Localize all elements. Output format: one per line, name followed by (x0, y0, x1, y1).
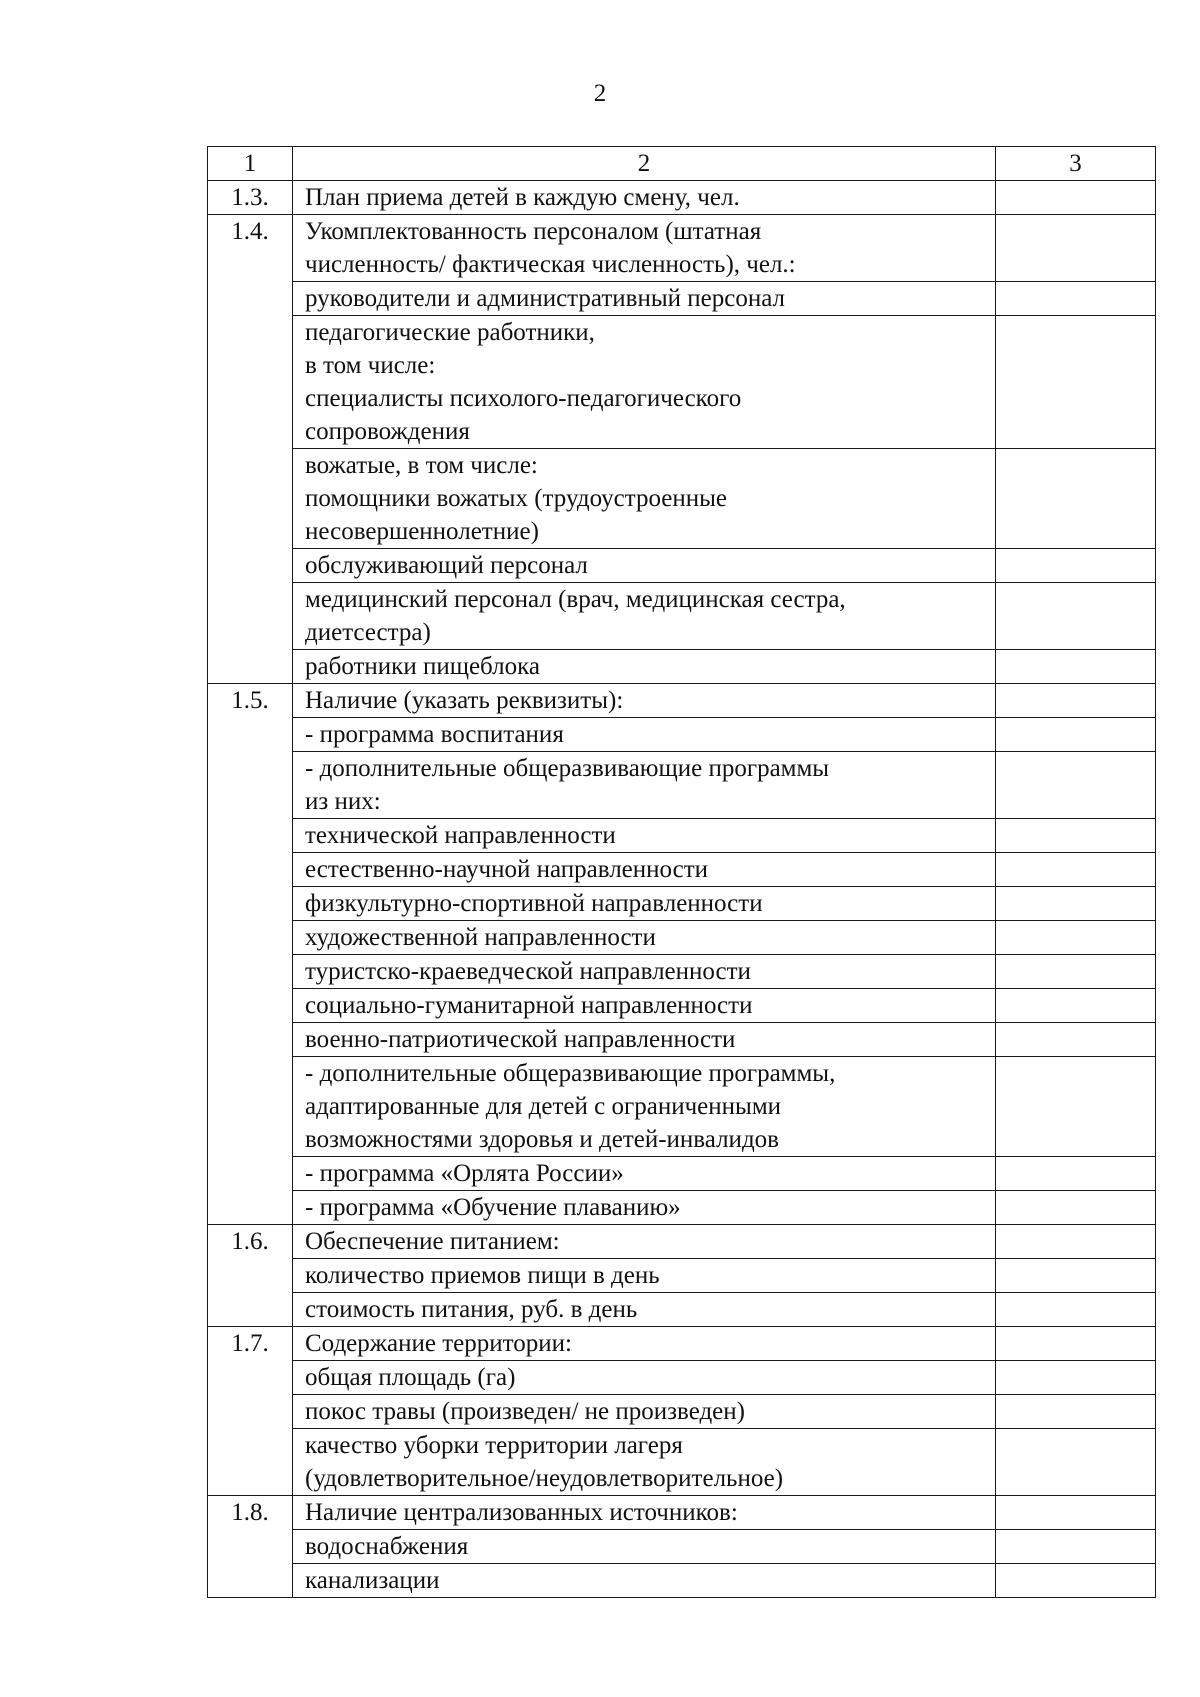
table-row (208, 1564, 1156, 1598)
table-row (208, 316, 1156, 449)
row-label: технической направленности (293, 819, 996, 853)
value-cell (996, 684, 1156, 718)
table-row (208, 1327, 1156, 1361)
header-col-3: 3 (996, 147, 1156, 181)
table-row (208, 1496, 1156, 1530)
section-number: 1.3. (208, 181, 293, 215)
row-label: качество уборки территории лагеря (удовлетворительное/неудовлетворительное) (293, 1429, 996, 1496)
value-cell (996, 1361, 1156, 1395)
table-row (208, 1225, 1156, 1259)
value-cell (996, 887, 1156, 921)
table-row (208, 583, 1156, 650)
value-cell (996, 1564, 1156, 1598)
table-row (208, 215, 1156, 282)
row-label: План приема детей в каждую смену, чел. (293, 181, 996, 215)
table-row (208, 1429, 1156, 1496)
value-cell (996, 1057, 1156, 1157)
section-number: 1.6. (208, 1225, 293, 1327)
header-col-2: 2 (293, 147, 996, 181)
table-row (208, 1157, 1156, 1191)
table-row (208, 449, 1156, 549)
value-cell (996, 853, 1156, 887)
value-cell (996, 1225, 1156, 1259)
value-cell (996, 549, 1156, 583)
table-row (208, 1191, 1156, 1225)
table-body (208, 147, 1156, 1598)
value-cell (996, 1293, 1156, 1327)
table-row (208, 549, 1156, 583)
table-row (208, 1530, 1156, 1564)
row-label: канализации (293, 1564, 996, 1598)
table-row (208, 921, 1156, 955)
value-cell (996, 718, 1156, 752)
row-label: военно-патриотической направленности (293, 1023, 996, 1057)
table-row (208, 1293, 1156, 1327)
row-label: естественно-научной направленности (293, 853, 996, 887)
row-label: физкультурно-спортивной направленности (293, 887, 996, 921)
table-row (208, 887, 1156, 921)
row-label: - программа «Обучение плаванию» (293, 1191, 996, 1225)
table-row (208, 819, 1156, 853)
value-cell (996, 583, 1156, 650)
value-cell (996, 282, 1156, 316)
value-cell (996, 1327, 1156, 1361)
value-cell (996, 921, 1156, 955)
row-label: вожатые, в том числе: помощники вожатых (трудоустроенные несовершеннолетние) (293, 449, 996, 549)
value-cell (996, 1157, 1156, 1191)
value-cell (996, 449, 1156, 549)
row-label: количество приемов пищи в день (293, 1259, 996, 1293)
row-label: социально-гуманитарной направленности (293, 989, 996, 1023)
value-cell (996, 1395, 1156, 1429)
value-cell (996, 955, 1156, 989)
row-label: художественной направленности (293, 921, 996, 955)
table-row (208, 1361, 1156, 1395)
table-row (208, 718, 1156, 752)
row-label: работники пищеблока (293, 650, 996, 684)
row-label: руководители и административный персонал (293, 282, 996, 316)
row-label: Наличие централизованных источников: (293, 1496, 996, 1530)
table-row (208, 1259, 1156, 1293)
row-label: медицинский персонал (врач, медицинская сестра, диетсестра) (293, 583, 996, 650)
value-cell (996, 1496, 1156, 1530)
row-label: покос травы (произведен/ не произведен) (293, 1395, 996, 1429)
value-cell (996, 989, 1156, 1023)
row-label: общая площадь (га) (293, 1361, 996, 1395)
row-label: туристско-краеведческой направленности (293, 955, 996, 989)
value-cell (996, 1429, 1156, 1496)
row-label: стоимость питания, руб. в день (293, 1293, 996, 1327)
table-row (208, 989, 1156, 1023)
value-cell (996, 1191, 1156, 1225)
row-label: Содержание территории: (293, 1327, 996, 1361)
row-label: - программа «Орлята России» (293, 1157, 996, 1191)
row-label: Укомплектованность персоналом (штатная численность/ фактическая численность), чел.: (293, 215, 996, 282)
value-cell (996, 752, 1156, 819)
table-row (208, 1395, 1156, 1429)
row-label: - программа воспитания (293, 718, 996, 752)
row-label: Обеспечение питанием: (293, 1225, 996, 1259)
table-row (208, 1057, 1156, 1157)
table-row (208, 955, 1156, 989)
table-row (208, 853, 1156, 887)
row-label: водоснабжения (293, 1530, 996, 1564)
row-label: - дополнительные общеразвивающие программы из них: (293, 752, 996, 819)
table-row (208, 650, 1156, 684)
value-cell (996, 650, 1156, 684)
value-cell (996, 1530, 1156, 1564)
table-row (208, 181, 1156, 215)
table-row (208, 752, 1156, 819)
header-col-1: 1 (208, 147, 293, 181)
value-cell (996, 1259, 1156, 1293)
row-label: педагогические работники, в том числе: специалисты психолого-педагогического сопровождения (293, 316, 996, 449)
section-number: 1.7. (208, 1327, 293, 1496)
value-cell (996, 181, 1156, 215)
table-row (208, 1023, 1156, 1057)
value-cell (996, 316, 1156, 449)
report-table (207, 146, 1156, 1598)
value-cell (996, 819, 1156, 853)
section-number: 1.5. (208, 684, 293, 1225)
value-cell (996, 1023, 1156, 1057)
row-label: - дополнительные общеразвивающие программы, адаптированные для детей с ограниченными возможностями здоровья и детей-инвалидов (293, 1057, 996, 1157)
row-label: Наличие (указать реквизиты): (293, 684, 996, 718)
row-label: обслуживающий персонал (293, 549, 996, 583)
section-number: 1.4. (208, 215, 293, 684)
table-row (208, 684, 1156, 718)
table-header-row (208, 147, 1156, 181)
page-number: 2 (593, 80, 607, 107)
table-row (208, 282, 1156, 316)
value-cell (996, 215, 1156, 282)
section-number: 1.8. (208, 1496, 293, 1598)
